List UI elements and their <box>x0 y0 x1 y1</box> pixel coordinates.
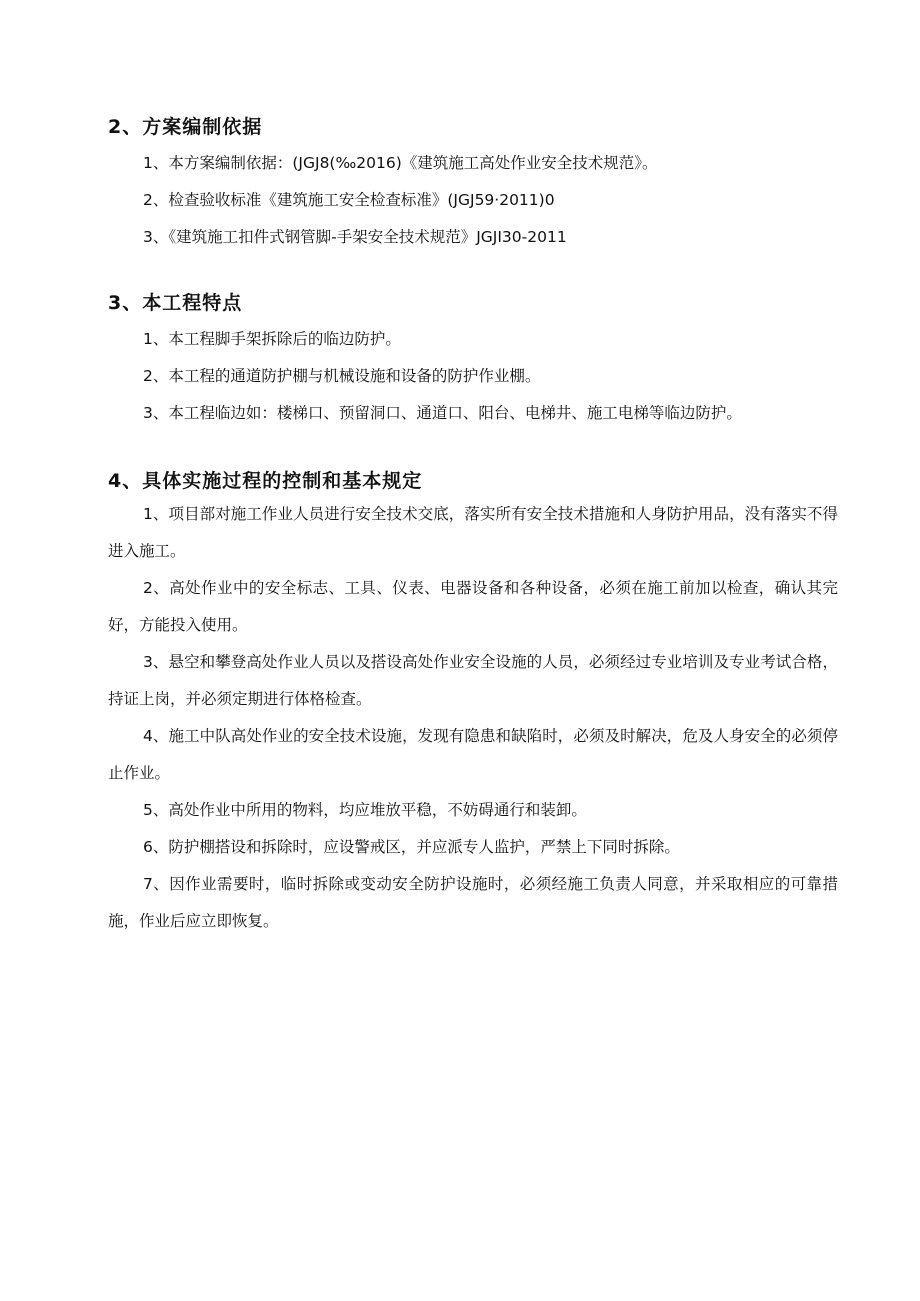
basis-item-1: 1、本方案编制依据：(JGJ8(‰2016)《建筑施工高处作业安全技术规范》。 <box>143 154 658 172</box>
section-heading-regulations: 4、具体实施过程的控制和基本规定 <box>108 470 423 492</box>
regulation-paragraph-4: 4、施工中队高处作业的安全技术设施，发现有隐患和缺陷时，必须及时解决，危及人身安全的必须停止作业。 <box>108 727 838 782</box>
regulation-paragraph-5: 5、高处作业中所用的物料，均应堆放平稳，不妨碍通行和装卸。 <box>143 801 587 819</box>
basis-item-2: 2、检查验收标准《建筑施工安全检查标准》(JGJ59·2011)0 <box>143 191 555 209</box>
regulation-paragraph-7: 7、因作业需要时，临时拆除或变动安全防护设施时，必须经施工负责人同意，并采取相应的可靠措施，作业后应立即恢复。 <box>108 875 838 930</box>
regulation-paragraph-1: 1、项目部对施工作业人员进行安全技术交底，落实所有安全技术措施和人身防护用品，没有落实不得进入施工。 <box>108 505 838 560</box>
regulation-paragraph-6: 6、防护棚搭设和拆除时，应设警戒区，并应派专人监护，严禁上下同时拆除。 <box>143 838 680 856</box>
section-heading-features: 3、本工程特点 <box>108 292 243 314</box>
feature-item-1: 1、本工程脚手架拆除后的临边防护。 <box>143 330 401 348</box>
regulation-paragraph-2: 2、高处作业中的安全标志、工具、仪表、电器设备和各种设备，必须在施工前加以检查，确认其完好，方能投入使用。 <box>108 579 838 634</box>
section-heading-basis: 2、方案编制依据 <box>108 116 263 138</box>
feature-item-2: 2、本工程的通道防护棚与机械设施和设备的防护作业棚。 <box>143 367 541 385</box>
feature-item-3: 3、本工程临边如：楼梯口、预留洞口、通道口、阳台、电梯井、施工电梯等临边防护。 <box>143 404 742 422</box>
regulation-paragraph-3: 3、悬空和攀登高处作业人员以及搭设高处作业安全设施的人员，必须经过专业培训及专业考试合格，持证上岗，并必须定期进行体格检查。 <box>108 653 838 708</box>
basis-item-3: 3、《建筑施工扣件式钢管脚-手架安全技术规范》JGJI30-2011 <box>143 228 567 246</box>
